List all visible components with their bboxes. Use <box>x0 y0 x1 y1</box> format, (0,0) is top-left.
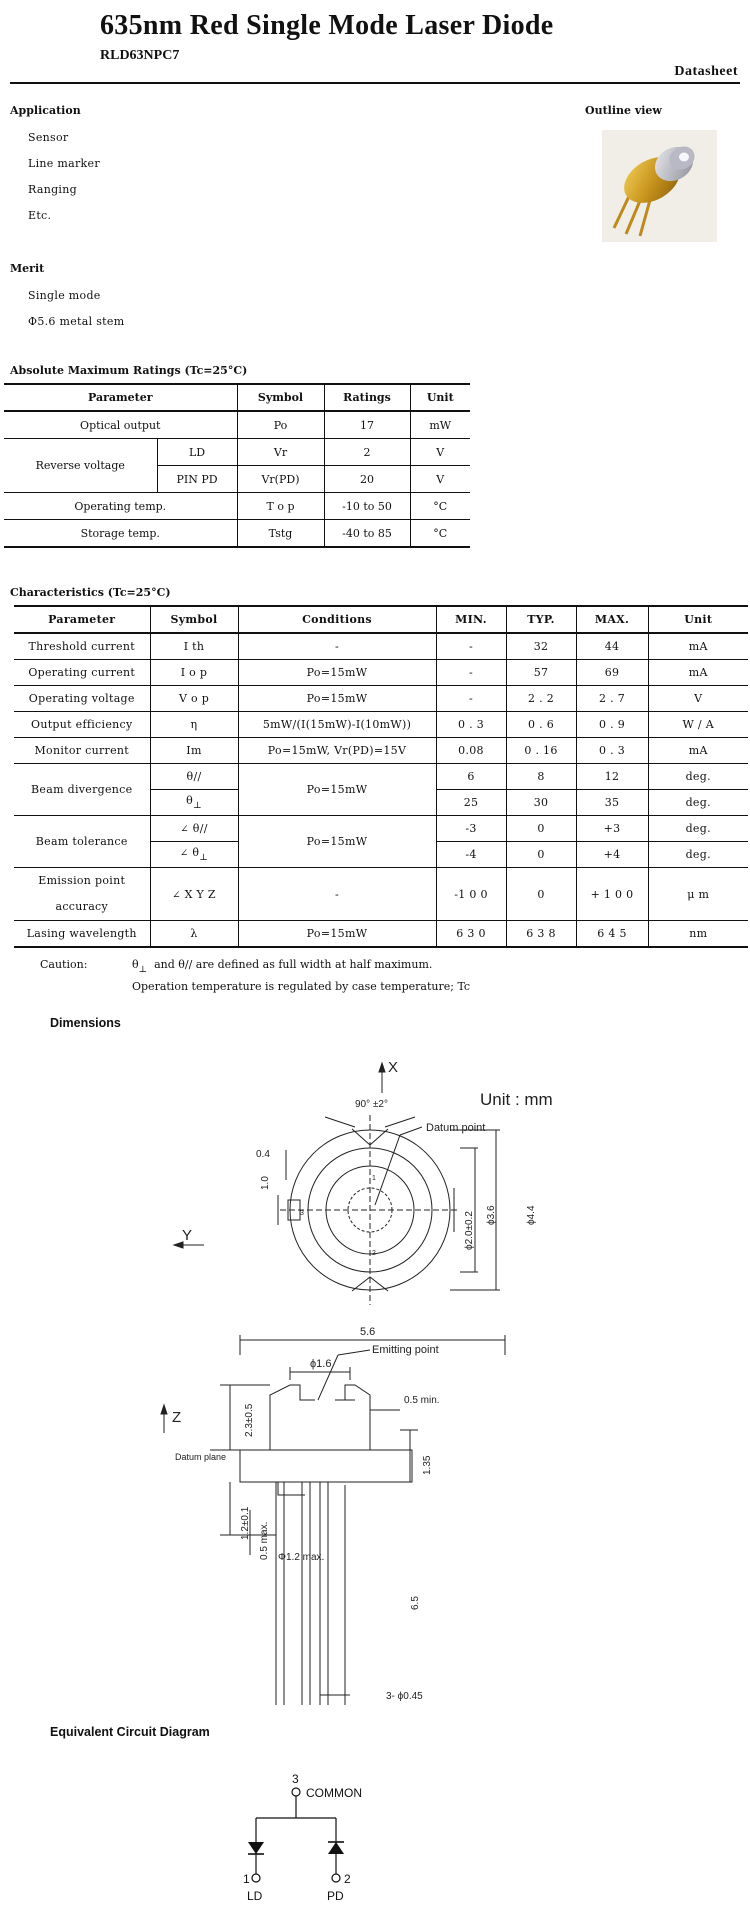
dim-2-3: 2.3±0.5 <box>244 1403 255 1437</box>
param-cell: Threshold current <box>14 633 150 660</box>
axis-x-label: X <box>388 1059 399 1076</box>
table-row <box>14 868 748 921</box>
abs-max-heading: Absolute Maximum Ratings (Tc=25°C) <box>10 364 248 377</box>
symbol-cell: ∠ X Y Z <box>150 868 238 921</box>
param-line: Emission point <box>38 874 126 887</box>
table-row <box>14 738 748 764</box>
col-header: MIN. <box>436 606 506 633</box>
col-header: Unit <box>648 606 748 633</box>
caution-line-1: $\theta_\perp$ and θ// are defined as full width at half maximum. <box>132 958 433 975</box>
unit-cell: V <box>648 686 748 712</box>
unit-cell: deg. <box>648 790 748 816</box>
param-cell: Storage temp. <box>4 520 237 548</box>
unit-cell: W / A <box>648 712 748 738</box>
table-row <box>14 660 748 686</box>
col-header: Symbol <box>237 384 324 411</box>
sub-param-cell: PIN PD <box>157 466 237 493</box>
theta-symbol: θ <box>132 958 139 971</box>
unit-cell: mA <box>648 660 748 686</box>
col-header: Parameter <box>4 384 237 411</box>
laser-diode-photo <box>602 130 717 242</box>
condition-cell: Po=15mW <box>238 686 436 712</box>
typ-cell: 2 . 2 <box>506 686 576 712</box>
unit-cell: mA <box>648 633 748 660</box>
table-row <box>4 411 470 439</box>
min-cell: -1 0 0 <box>436 868 506 921</box>
pin-1-mark: 1 <box>372 1175 376 1182</box>
dim-phi-4-4: ϕ4.4 <box>526 1205 537 1225</box>
unit-cell: μ m <box>648 868 748 921</box>
caution-line-2: Operation temperature is regulated by case temperature; Tc <box>132 980 471 993</box>
table-row <box>4 493 470 520</box>
pin-3-mark: 3 <box>300 1210 304 1217</box>
symbol-cell: Tstg <box>237 520 324 548</box>
table-row <box>14 816 748 842</box>
dim-6-5: 6.5 <box>410 1596 421 1610</box>
rating-cell: 17 <box>324 411 410 439</box>
condition-cell: Po=15mW <box>238 660 436 686</box>
dim-0-5-min: 0.5 min. <box>404 1395 440 1406</box>
param-cell: Output efficiency <box>14 712 150 738</box>
dim-0-5-max: 0.5 max. <box>259 1521 270 1560</box>
condition-cell: - <box>238 868 436 921</box>
dim-1-2: 1.2±0.1 <box>240 1506 251 1540</box>
min-cell: -4 <box>436 842 506 868</box>
col-header: Conditions <box>238 606 436 633</box>
dim-0-4: 0.4 <box>256 1149 270 1160</box>
dim-phi-2-0: ϕ2.0±0.2 <box>464 1211 475 1250</box>
pin-3-label: 3 <box>292 1772 299 1786</box>
dim-1-0: 1.0 <box>260 1176 271 1190</box>
circuit-heading: Equivalent Circuit Diagram <box>50 1725 210 1739</box>
param-cell: Reverse voltage <box>4 439 157 493</box>
emitting-point-label: Emitting point <box>372 1344 439 1356</box>
typ-cell: 0 . 16 <box>506 738 576 764</box>
equivalent-circuit-diagram <box>240 1770 440 1930</box>
dimensions-drawing <box>160 1045 600 1705</box>
param-cell: Operating current <box>14 660 150 686</box>
symbol-cell: $\theta_\perp$ <box>150 790 238 816</box>
unit-cell: °C <box>410 520 470 548</box>
param-cell: Monitor current <box>14 738 150 764</box>
ld-diode-icon <box>248 1842 264 1854</box>
unit-cell: mW <box>410 411 470 439</box>
symbol-cell: I o p <box>150 660 238 686</box>
symbol-cell: V o p <box>150 686 238 712</box>
symbol-cell: Vr <box>237 439 324 466</box>
min-cell: - <box>436 686 506 712</box>
symbol-cell: ∠ θ// <box>150 816 238 842</box>
typ-cell: 0 <box>506 816 576 842</box>
datum-point-label: Datum point <box>426 1122 486 1134</box>
dim-1-35: 1.35 <box>422 1455 433 1475</box>
col-header: Symbol <box>150 606 238 633</box>
pd-diode-icon <box>328 1842 344 1854</box>
condition-cell: Po=15mW <box>238 816 436 868</box>
typ-cell: 6 3 8 <box>506 921 576 948</box>
application-item: Line marker <box>28 157 100 170</box>
table-row <box>4 439 470 466</box>
table-row <box>14 633 748 660</box>
unit-cell: nm <box>648 921 748 948</box>
col-header: MAX. <box>576 606 648 633</box>
axis-y-label: Y <box>182 1227 193 1244</box>
symbol-cell: I th <box>150 633 238 660</box>
pd-label: PD <box>327 1889 344 1903</box>
param-line: accuracy <box>55 900 109 913</box>
pin-1-label: 1 <box>243 1872 250 1886</box>
min-cell: - <box>436 633 506 660</box>
param-cell: Beam divergence <box>14 764 150 816</box>
datasheet-label: Datasheet <box>674 64 738 79</box>
typ-cell: 0 . 6 <box>506 712 576 738</box>
param-cell: Optical output <box>4 411 237 439</box>
application-item: Etc. <box>28 209 52 222</box>
symbol-cell: T o p <box>237 493 324 520</box>
pin-2-label: 2 <box>344 1872 351 1886</box>
condition-cell: 5mW/(I(15mW)-I(10mW)) <box>238 712 436 738</box>
rating-cell: -40 to 85 <box>324 520 410 548</box>
sub-param-cell: LD <box>157 439 237 466</box>
unit-cell: deg. <box>648 842 748 868</box>
symbol-cell: θ// <box>150 764 238 790</box>
table-row <box>14 712 748 738</box>
pin-2-mark: 2 <box>372 1250 376 1257</box>
caution-text: and θ// are defined as full width at half maximum. <box>154 958 433 971</box>
min-cell: -3 <box>436 816 506 842</box>
symbol-cell: λ <box>150 921 238 948</box>
merit-item: Single mode <box>28 289 101 302</box>
unit-cell: °C <box>410 493 470 520</box>
min-cell: 6 <box>436 764 506 790</box>
datum-plane-label: Datum plane <box>175 1452 227 1462</box>
param-cell <box>14 868 150 921</box>
table-row <box>4 520 470 548</box>
max-cell: +4 <box>576 842 648 868</box>
application-heading: Application <box>10 104 81 117</box>
absolute-max-ratings-table <box>4 383 470 548</box>
pin-diameter-label: 3- ϕ0.45 <box>386 1691 423 1702</box>
table-row <box>14 921 748 948</box>
unit-label: Unit : mm <box>480 1090 553 1109</box>
angle-label: 90° ±2° <box>355 1099 388 1110</box>
max-cell: 2 . 7 <box>576 686 648 712</box>
symbol-cell: ∠ $\theta_\perp$ <box>150 842 238 868</box>
param-cell: Beam tolerance <box>14 816 150 868</box>
unit-cell: mA <box>648 738 748 764</box>
max-cell: 0 . 9 <box>576 712 648 738</box>
min-cell: - <box>436 660 506 686</box>
unit-cell: V <box>410 466 470 493</box>
dimensions-heading: Dimensions <box>50 1016 121 1030</box>
col-header: Parameter <box>14 606 150 633</box>
max-cell: 12 <box>576 764 648 790</box>
application-item: Sensor <box>28 131 69 144</box>
ld-label: LD <box>247 1889 263 1903</box>
typ-cell: 32 <box>506 633 576 660</box>
table-row <box>14 764 748 790</box>
characteristics-heading: Characteristics (Tc=25°C) <box>10 586 171 599</box>
merit-heading: Merit <box>10 262 45 275</box>
condition-cell: Po=15mW <box>238 921 436 948</box>
typ-cell: 0 <box>506 868 576 921</box>
xyz-symbol: X Y Z <box>184 887 216 901</box>
param-cell: Operating temp. <box>4 493 237 520</box>
condition-cell: - <box>238 633 436 660</box>
min-cell: 25 <box>436 790 506 816</box>
datasheet-title: 635nm Red Single Mode Laser Diode <box>100 10 554 41</box>
unit-cell: deg. <box>648 816 748 842</box>
dim-phi-1-6: ϕ1.6 <box>310 1358 332 1370</box>
typ-cell: 0 <box>506 842 576 868</box>
rating-cell: 20 <box>324 466 410 493</box>
rating-cell: -10 to 50 <box>324 493 410 520</box>
dim-phi-3-6: ϕ3.6 <box>486 1205 497 1225</box>
max-cell: 35 <box>576 790 648 816</box>
theta-perp-symbol: θ <box>192 846 200 859</box>
col-header: Ratings <box>324 384 410 411</box>
max-cell: 0 . 3 <box>576 738 648 764</box>
characteristics-table <box>14 605 748 948</box>
typ-cell: 57 <box>506 660 576 686</box>
col-header: Unit <box>410 384 470 411</box>
header-divider <box>10 82 740 84</box>
symbol-cell: η <box>150 712 238 738</box>
symbol-cell: Po <box>237 411 324 439</box>
max-cell: 44 <box>576 633 648 660</box>
param-cell: Lasing wavelength <box>14 921 150 948</box>
max-cell: +3 <box>576 816 648 842</box>
rating-cell: 2 <box>324 439 410 466</box>
dim-5-6: 5.6 <box>360 1326 376 1338</box>
theta-perp-symbol: θ <box>186 794 194 807</box>
condition-cell: Po=15mW <box>238 764 436 816</box>
model-number: RLD63NPC7 <box>100 48 180 63</box>
axis-z-label: Z <box>172 1409 182 1426</box>
typ-cell: 8 <box>506 764 576 790</box>
min-cell: 0.08 <box>436 738 506 764</box>
max-cell: 69 <box>576 660 648 686</box>
merit-item: Φ5.6 metal stem <box>28 315 125 328</box>
unit-cell: V <box>410 439 470 466</box>
symbol-cell: Vr(PD) <box>237 466 324 493</box>
min-cell: 6 3 0 <box>436 921 506 948</box>
param-cell: Operating voltage <box>14 686 150 712</box>
min-cell: 0 . 3 <box>436 712 506 738</box>
dim-phi-1-2-max: Φ1.2 max. <box>278 1552 325 1563</box>
max-cell: + 1 0 0 <box>576 868 648 921</box>
typ-cell: 30 <box>506 790 576 816</box>
outline-heading: Outline view <box>585 104 662 117</box>
col-header: TYP. <box>506 606 576 633</box>
application-item: Ranging <box>28 183 77 196</box>
theta-parallel-symbol: θ// <box>192 822 208 835</box>
max-cell: 6 4 5 <box>576 921 648 948</box>
table-row <box>14 686 748 712</box>
unit-cell: deg. <box>648 764 748 790</box>
common-label: COMMON <box>306 1786 362 1800</box>
caution-label: Caution: <box>40 958 88 971</box>
symbol-cell: Im <box>150 738 238 764</box>
condition-cell: Po=15mW, Vr(PD)=15V <box>238 738 436 764</box>
